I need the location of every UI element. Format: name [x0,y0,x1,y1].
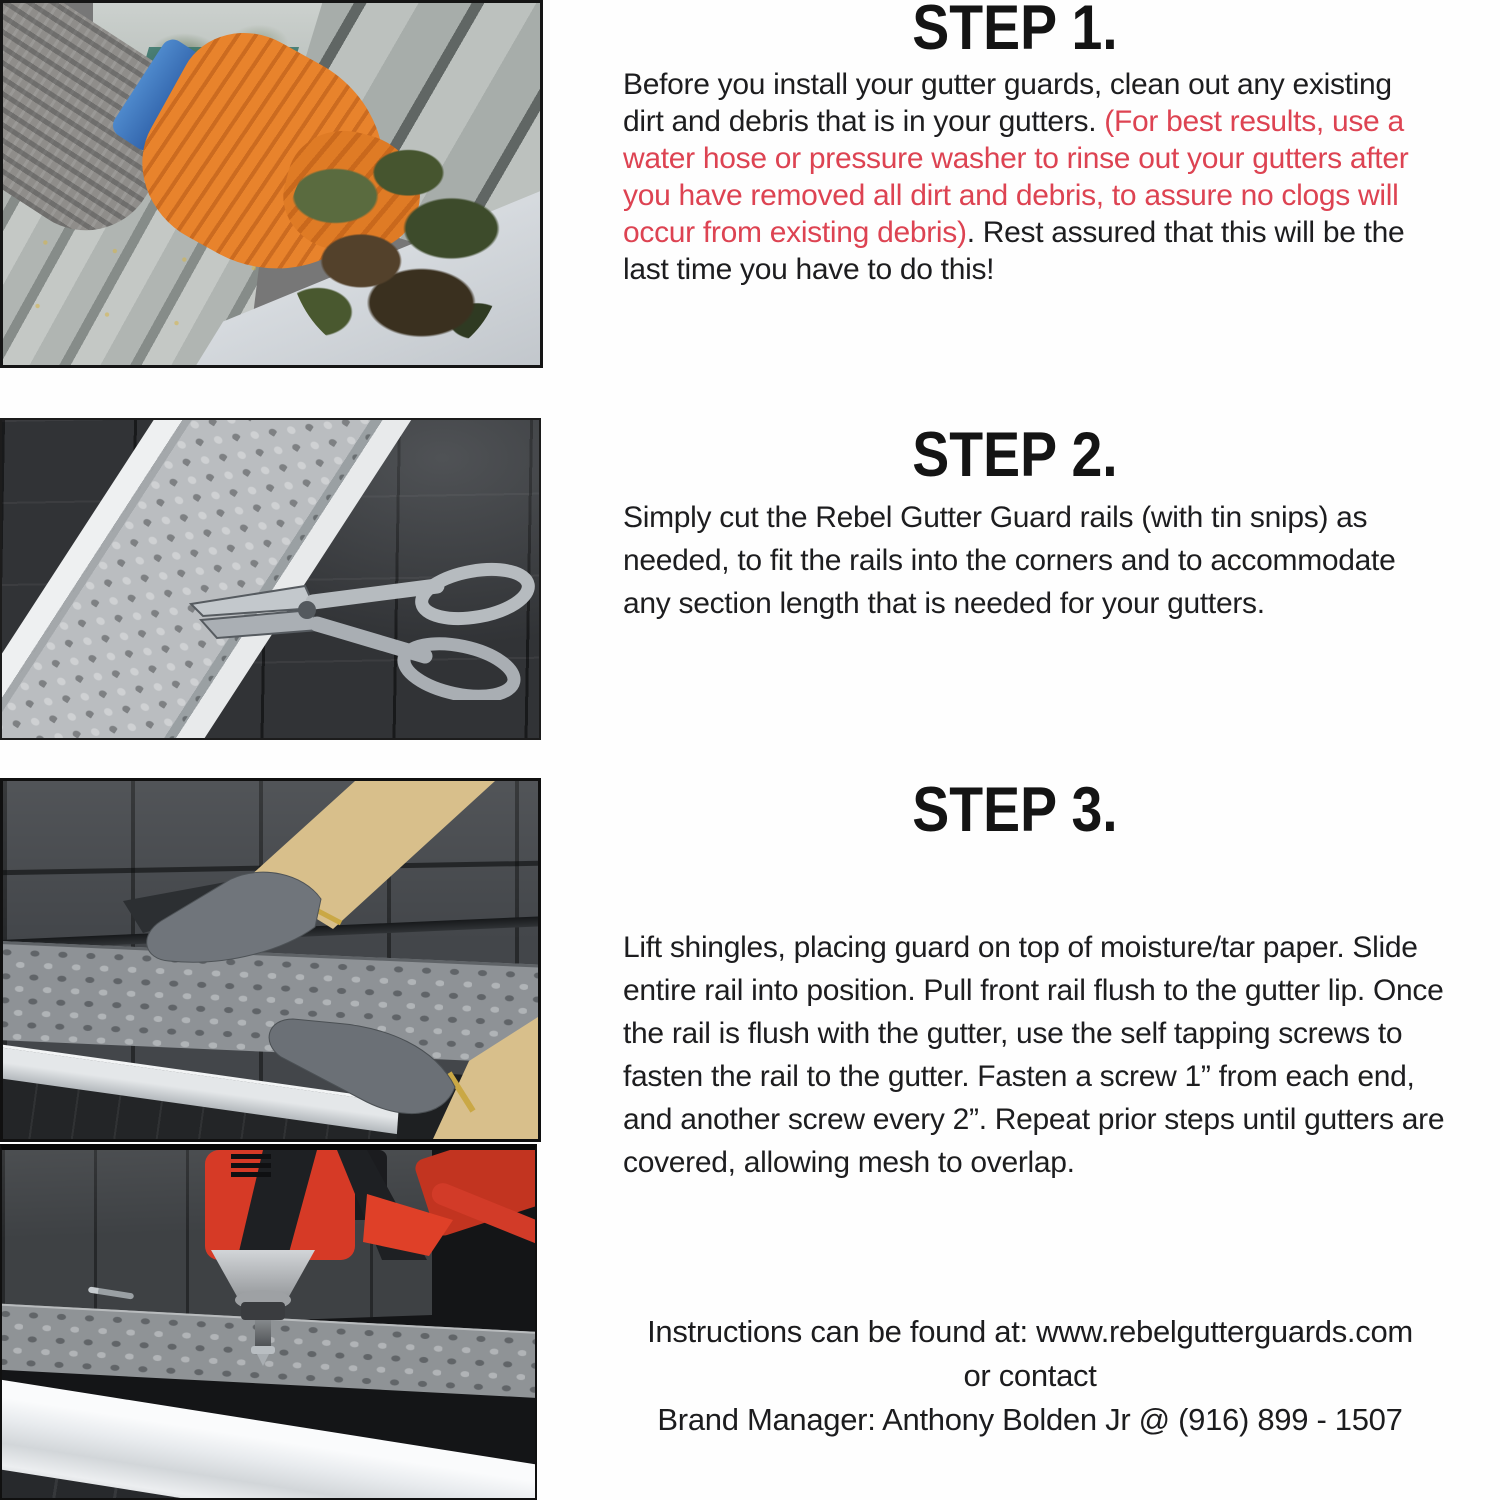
step-3-heading: STEP 3. [912,775,1118,845]
tin-snips [187,550,539,700]
photo-step1-gutter-cleaning [0,0,543,368]
leaf-debris-pile [288,131,503,363]
impact-driver [167,1150,467,1400]
step-2-text: Simply cut the Rebel Gutter Guard rails (with tin snips) as needed, to fit the rails into the corners and to accommodate any section length that is needed for your gutters. [623,501,1396,620]
step-2-heading: STEP 2. [912,420,1118,490]
footer [555,1310,1500,1442]
step-1-text [623,66,1431,288]
step-1-text-highlight: (For best results, use a water hose or pressure washer to rinse out your gutters after you have removed all dirt and debris, to assure no clogs will occur from existing debris) [623,105,1409,249]
installer-arms [3,781,538,1139]
step-1-text-start: Before you install your gutter guards, clean out any existing dirt and debris that is in your gutters. [623,68,1392,138]
photo-step3-fastening-screw [0,1144,537,1500]
step-1-text-end: . Rest assured that this will be the last time you have to do this! [623,216,1405,286]
photo-step3-installing-guard [0,778,541,1142]
step-1-heading: STEP 1. [912,0,1118,63]
step-3-text: Lift shingles, placing guard on top of moisture/tar paper. Slide entire rail into position. Pull front rail flush to the gutter lip. Once the rail is flush with the gutter, use the self tapping screws to fasten the rail to the gutter. Fasten a screw 1” from each end, and another screw every 2”. Repeat prior steps until gutters are covered, allowing mesh to overlap. [623,931,1445,1179]
footer-website-line: Instructions can be found at: www.rebelgutterguards.com [647,1314,1413,1349]
photo-step2-cutting-rail [0,418,541,740]
footer-brand-manager: Brand Manager: Anthony Bolden Jr @ (916) 899 - 1507 [657,1402,1403,1437]
footer-or-contact: or contact [963,1358,1097,1393]
